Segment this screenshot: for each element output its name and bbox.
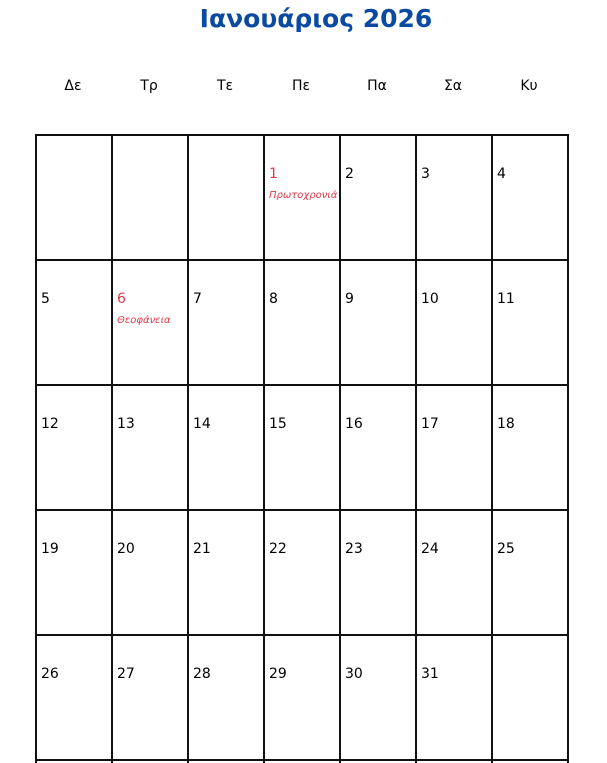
calendar-title: Ιανουάριος 2026 — [199, 4, 433, 33]
day-cell — [263, 634, 339, 759]
day-number: 11 — [497, 291, 515, 307]
day-number: 28 — [193, 666, 211, 682]
day-number: 17 — [421, 416, 439, 432]
empty-day-cell — [187, 134, 263, 259]
day-cell — [263, 134, 339, 259]
day-cell — [491, 259, 567, 384]
day-number: 16 — [345, 416, 363, 432]
day-cell — [111, 259, 187, 384]
grid-line-horizontal — [35, 759, 569, 761]
day-cell — [187, 384, 263, 509]
day-number: 1 — [269, 166, 278, 182]
day-number: 27 — [117, 666, 135, 682]
day-number: 23 — [345, 541, 363, 557]
day-number: 18 — [497, 416, 515, 432]
day-cell — [415, 384, 491, 509]
day-number: 4 — [497, 166, 506, 182]
day-cell — [35, 384, 111, 509]
weekday-label: Κυ — [520, 78, 538, 94]
weekday-label: Πε — [291, 78, 311, 94]
day-number: 15 — [269, 416, 287, 432]
grid-line-vertical — [567, 134, 569, 763]
day-number: 22 — [269, 541, 287, 557]
holiday-label: Θεοφάνεια — [117, 315, 171, 326]
day-cell — [415, 259, 491, 384]
day-number: 9 — [345, 291, 354, 307]
day-number: 20 — [117, 541, 135, 557]
day-cell — [263, 384, 339, 509]
weekday-label: Τρ — [140, 78, 158, 94]
day-cell — [415, 134, 491, 259]
day-cell — [187, 509, 263, 634]
day-number: 21 — [193, 541, 211, 557]
day-cell — [339, 259, 415, 384]
day-number: 31 — [421, 666, 439, 682]
day-cell — [491, 134, 567, 259]
day-cell — [339, 134, 415, 259]
day-number: 3 — [421, 166, 430, 182]
empty-day-cell — [35, 134, 111, 259]
day-number: 7 — [193, 291, 202, 307]
day-cell — [111, 509, 187, 634]
weekday-header — [35, 78, 569, 98]
day-cell — [491, 509, 567, 634]
day-cell — [339, 634, 415, 759]
day-number: 19 — [41, 541, 59, 557]
day-number: 6 — [117, 291, 126, 307]
day-cell — [187, 634, 263, 759]
empty-day-cell — [111, 134, 187, 259]
day-number: 8 — [269, 291, 278, 307]
day-cell — [339, 384, 415, 509]
day-number: 14 — [193, 416, 211, 432]
day-cell — [263, 259, 339, 384]
day-number: 26 — [41, 666, 59, 682]
empty-day-cell — [491, 634, 567, 759]
holiday-label: Πρωτοχρονιά — [269, 190, 338, 201]
weekday-label: Σα — [443, 78, 463, 94]
weekday-label: Πα — [367, 78, 387, 94]
day-number: 10 — [421, 291, 439, 307]
day-cell — [491, 384, 567, 509]
day-number: 24 — [421, 541, 439, 557]
day-number: 13 — [117, 416, 135, 432]
day-cell — [415, 634, 491, 759]
day-cell — [35, 259, 111, 384]
day-number: 5 — [41, 291, 50, 307]
day-cell — [111, 634, 187, 759]
day-number: 30 — [345, 666, 363, 682]
day-cell — [35, 509, 111, 634]
weekday-label: Τε — [216, 78, 234, 94]
day-number: 25 — [497, 541, 515, 557]
day-cell — [263, 509, 339, 634]
day-number: 2 — [345, 166, 354, 182]
day-cell — [187, 259, 263, 384]
calendar-grid — [35, 134, 569, 763]
day-number: 29 — [269, 666, 287, 682]
day-cell — [415, 509, 491, 634]
day-number: 12 — [41, 416, 59, 432]
weekday-label: Δε — [64, 78, 82, 94]
day-cell — [35, 634, 111, 759]
day-cell — [339, 509, 415, 634]
day-cell — [111, 384, 187, 509]
